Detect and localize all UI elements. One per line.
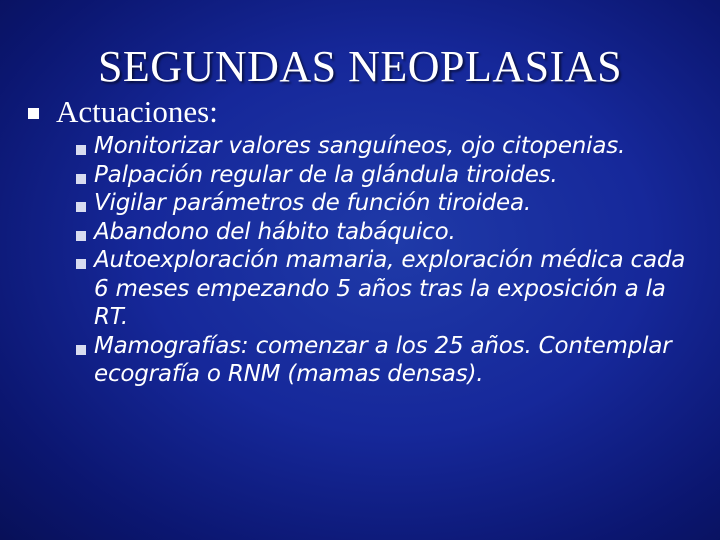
sub-bullet-text: Palpación regular de la glándula tiroides.	[94, 161, 558, 188]
sub-bullet-item	[76, 189, 696, 218]
slide-title: SEGUNDAS NEOPLASIAS	[97, 42, 623, 91]
main-bullet-text: Actuaciones:	[56, 94, 218, 129]
square-bullet-icon	[76, 174, 86, 184]
square-bullet-icon	[76, 231, 86, 241]
sub-bullet-text: Autoexploración mamaria, exploración médica cada 6 meses empezando 5 años tras la exposición a la RT.	[94, 247, 686, 330]
square-bullet-icon	[76, 345, 86, 355]
sub-bullet-item	[76, 332, 696, 389]
square-bullet-icon	[76, 259, 86, 269]
sub-bullet-text: Mamografías: comenzar a los 25 años. Contemplar ecografía o RNM (mamas densas).	[94, 332, 672, 387]
sub-bullet-text: Abandono del hábito tabáquico.	[94, 218, 456, 245]
sub-bullet-item	[76, 132, 696, 161]
sub-bullet-item	[76, 246, 696, 332]
square-bullet-icon	[76, 202, 86, 212]
sub-bullet-text: Vigilar parámetros de función tiroidea.	[94, 190, 531, 216]
main-bullet-item	[28, 92, 708, 132]
square-bullet-icon	[28, 108, 39, 119]
square-bullet-icon	[76, 145, 86, 155]
sub-bullet-text: Monitorizar valores sanguíneos, ojo citopenias.	[94, 133, 626, 159]
sub-bullet-item	[76, 161, 696, 190]
sub-bullet-item	[76, 218, 696, 247]
sub-bullet-list	[76, 132, 696, 389]
